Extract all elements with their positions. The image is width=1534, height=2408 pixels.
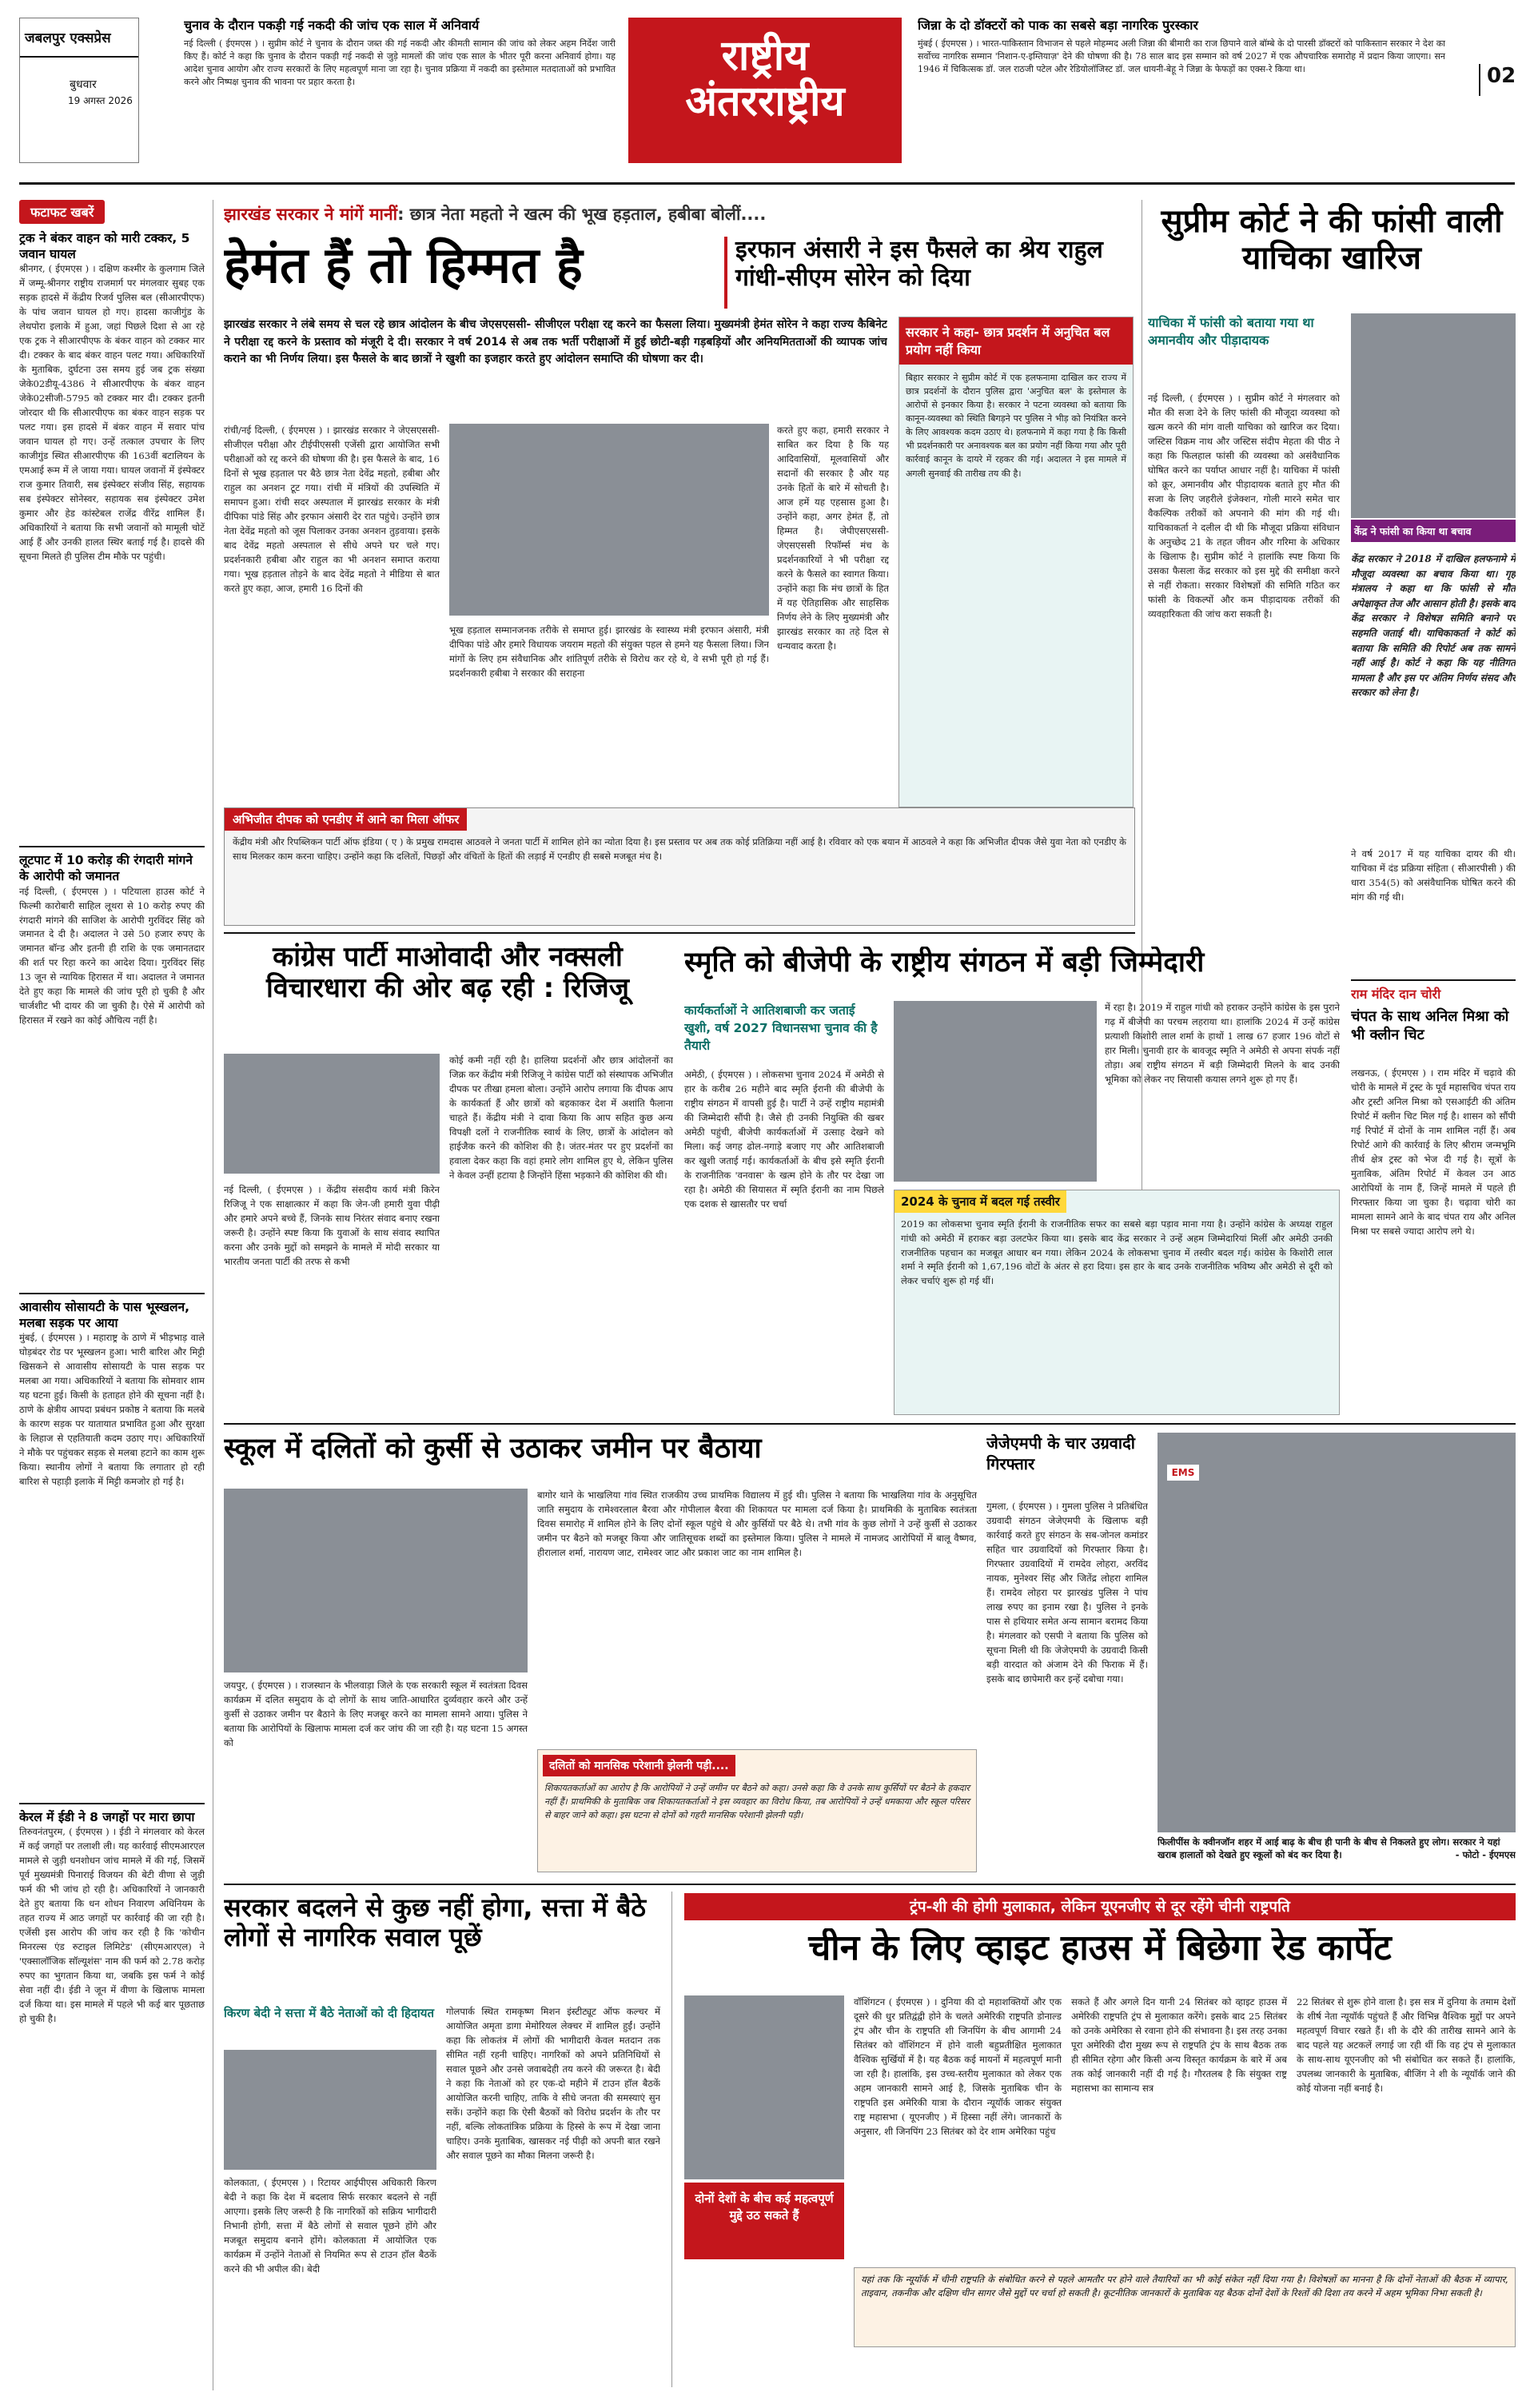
- sidebar-title: सरकार ने कहा- छात्र प्रदर्शन में अनुचित बल प्रयोग नहीं किया: [899, 317, 1133, 365]
- smriti-col2: में रहा है। 2019 में राहुल गांधी को हराकर उन्होंने कांग्रेस के इस पुराने गढ़ में बीजेपी का परचम लहराया था। हालांकि 2024 में उन्हें कांग्रेस प्रत्याशी किशोरी लाल शर्मा के हाथों 1 लाख 67 हजार 196 वोटों से हार मिली। चुनावी हार के बावजूद स्मृति ने अमेठी से अपना संपर्क नहीं तोड़ा। अब राष्ट्रीय संगठन में बड़ी जिम्मेदारी मिलने के बाद उनकी भूमिका को लेकर नए सियासी कयास लगने शुरू हो गए हैं।: [1105, 1002, 1340, 1085]
- jjmp-headline: जेजेएमपी के चार उग्रवादी गिरफ्तार: [986, 1433, 1135, 1473]
- caption-text: फिलीपींस के क्वीनजॉन शहर में आई बाढ़ के बीच ही पानी के बीच से निकलते हुए लोग। सरकार ने यहां खराब हालातों को देखते हुए स्कूलों को बंद कर दिया है।: [1157, 1836, 1500, 1861]
- trump-kicker: ट्रंप-शी की होगी मुलाकात, लेकिन यूएनजीए से दूर रहेंगे चीनी राष्ट्रपति: [684, 1893, 1516, 1920]
- brief-body: नई दिल्ली ( ईएमएस ) । सुप्रीम कोर्ट ने चुनाव के दौरान जब्त की गई नकदी और कीमती सामान की जांच को लेकर अहम निर्देश जारी किए हैं। कोर्ट ने कहा कि चुनाव के दौरान पकड़ी गई नकदी से जुड़े मामलों की जांच एक साल के भीतर पूरी करना अनिवार्य होगा। यह आदेश चुनाव आयोग और राज्य सरकारों के लिए महत्वपूर्ण माना जा रहा है। चुनाव प्रक्रिया में नकदी का इस्तेमाल मतदाताओं को प्रभावित करने और निष्पक्ष चुनाव की भावना पर प्रहार करता है।: [184, 38, 616, 87]
- bedi-col2: गोलपार्क स्थित रामकृष्ण मिशन इंस्टीट्यूट ऑफ कल्चर में आयोजित अमृता डागा मेमोरियल लेक्चर में शामिल हुईं। उन्होंने कहा कि लोकतंत्र में लोगों की भागीदारी केवल मतदान तक सीमित नहीं रहनी चाहिए। नागरिकों को अपने प्रतिनिधियों से सवाल पूछने और उनसे जवाबदेही तय करने की जरूरत है। बेदी ने कहा कि नेताओं को हर एक-दो महीने में टाउन हॉल बैठकें आयोजित करनी चाहिए, ताकि वे सीधे जनता की समस्याएं सुन सकें। उन्होंने कहा कि ऐसी बैठकों को विरोध प्रदर्शन के तौर पर नहीं, बल्कि लोकतांत्रिक प्रक्रिया के हिस्से के रूप में देखा जाना चाहिए। उनके मुताबिक, खासकर नई पीढ़ी को अपनी बात रखने और सवाल पूछने का मौका मिलना जरूरी है।: [446, 2006, 660, 2161]
- section-rule: [224, 932, 1135, 934]
- rijiju-col2: कोई कमी नहीं रही है। हालिया प्रदर्शनों और छात्र आंदोलनों का जिक्र कर केंद्रीय मंत्री रिजिजू ने कांग्रेस पार्टी को संस्थापक अभिजीत दीपक पर तीखा हमला बोला। उन्होंने आरोप लगाया कि दीपक आप के कार्यकर्ता हैं और छात्रों को बहकाकर देश में अशांति फैलाना चाहते हैं। केंद्रीय मंत्री ने दावा किया कि आप सहित कुछ अन्य विपक्षी दलों ने राजनीतिक स्वार्थ के लिए, छात्रों के आंदोलन को हाईजैक करने की कोशिश की है। जंतर-मंतर पर हुए प्रदर्शनों का हवाला देकर कहा कि वहां हमारे लोग शामिल हुए थे, लेकिन पुलिस ने केवल उन्हीं हटाया है जिन्होंने हिंसा भड़काने की कोशिश की थी।: [449, 1054, 673, 1181]
- ems-logo: EMS: [1167, 1465, 1199, 1481]
- top-right-brief: [918, 18, 1445, 163]
- bedi-photo: [224, 2050, 436, 2170]
- flood-caption: [1157, 1836, 1516, 1876]
- smriti-kicker: कार्यकर्ताओं ने आतिशबाजी कर जताई खुशी, वर्ष 2027 विधानसभा चुनाव की है तैयारी: [684, 1003, 878, 1053]
- section-line1: राष्ट्रीय: [721, 32, 809, 80]
- jharkhand-kicker: [224, 203, 1135, 227]
- masthead-box: [19, 18, 139, 163]
- dalit-headline: स्कूल में दलितों को कुर्सी से उठाकर जमीन पर बैठाया: [224, 1433, 762, 1465]
- section-rule: [224, 1423, 1516, 1425]
- box-body: शिकायतकर्ताओं का आरोप है कि आरोपियों ने उन्हें जमीन पर बैठने को कहा। उनसे कहा कि वे उनके साथ कुर्सियों पर बैठने के हकदार नहीं हैं। प्राथमिकी के मुताबिक जब शिकायतकर्ताओं ने इस व्यवहार का विरोध किया, तब आरोपियों ने उन्हें धमकाया और स्कूल परिसर से बाहर जाने को कहा। इस घटना से दोनों को गहरी मानसिक परेशानी झेलनी पड़ी।: [544, 1783, 970, 1821]
- trump-foot: यहां तक कि न्यूयॉर्क में चीनी राष्ट्रपति के संबोधित करने से पहले आमतौर पर होने वाले तैयारियों का भी कोई संकेत नहीं दिया गया है। विशेषज्ञों का मानना है कि दोनों नेताओं की बैठक में व्यापार, ताइवान, तकनीक और दक्षिण चीन सागर जैसे मुद्दों पर चर्चा हो सकती है। कूटनीतिक जानकारों के मुताबिक यह बैठक दोनों देशों के रिश्तों की दिशा तय करने में अहम भूमिका निभा सकती है।: [854, 2267, 1516, 2347]
- date: 19 अगस्त 2026: [68, 95, 133, 106]
- page-number: 02: [1479, 64, 1519, 96]
- box-title: दलितों को मानसिक परेशानी झेलनी पड़ी....: [543, 1755, 735, 1776]
- paper-name: जबलपुर एक्सप्रेस: [20, 18, 138, 58]
- jharkhand-col3: करते हुए कहा, हमारी सरकार ने साबित कर दिया है कि यह आदिवासियों, मूलवासियों और सदानों की सरकार है और यह उनके हितों के बारे में सोचती है। आज हमें यह एहसास हुआ है। उन्होंने कहा, अगर हेमंत हैं, तो हिम्मत है। जेपीएसएससी-जेएसएससी रिफॉर्म्स मंच के प्रदर्शनकारियों ने भी परीक्षा रद्द करने के फैसले का स्वागत किया। उन्होंने कहा कि मंच छात्रों के हित में यह ऐतिहासिक और साहसिक निर्णय लेने के लिए मुख्यमंत्री और झारखंड सरकार का तहे दिल से धन्यवाद करता है।: [777, 425, 889, 652]
- strip-body: केंद्रीय मंत्री और रिपब्लिकन पार्टी ऑफ इंडिया ( ए ) के प्रमुख रामदास आठवले ने जनता पार्टी में शामिल होने का न्योता दिया है। इस प्रस्ताव पर अब तक कोई प्रतिक्रिया नहीं आई है। रविवार को एक बयान में आठवले ने कहा कि अभिजीत दीपक जैसे युवा नेता को एनडीए के साथ मिलकर काम करना चाहिए। उन्होंने कहा कि दलितों, पिछड़ों और वंचितों के हितों की लड़ाई में एनडीए ही सबसे मजबूत मंच है।: [233, 836, 1126, 862]
- section-rule: [224, 1884, 1516, 1885]
- smriti-photo: [894, 1001, 1097, 1182]
- dalit-col2: बागोर थाने के भाखलिया गांव स्थित राजकीय उच्च प्राथमिक विद्यालय में हुई थी। पुलिस ने बताया कि भाखलिया गांव के अनुसूचित जाति समुदाय के रामेश्वरलाल बैरवा और गोपीलाल बैरवा की शिकायत पर मामला दर्ज किया है। प्राथमिकी के मुताबिक स्वतंत्रता दिवस समारोह में शामिल होने के लिए दोनों स्कूल पहुंचे थे और कुर्सियों पर बैठे थे। तभी गांव के कुछ लोगों ने उन्हें कुर्सी से उठाकर जमीन पर बैठने को मजबूर किया और जातिसूचक शब्दों का इस्तेमाल किया। पुलिस ने मामले में नामजद आरोपियों में बालू वैष्णव, हीरालाल शर्मा, नारायण जाट, रामेश्वर जाट और प्रकाश जाट का नाम शामिल है।: [537, 1489, 977, 1558]
- jharkhand-headline: हेमंत हैं तो हिम्मत है: [224, 237, 583, 294]
- supreme-subhead: याचिका में फांसी को बताया गया था अमानवीय और पीड़ादायक: [1148, 315, 1314, 348]
- trump-col2: सकते हैं और अगले दिन यानी 24 सितंबर को व्हाइट हाउस में अमेरिकी राष्ट्रपति ट्रंप से मुलाकात करेंगे। इसके बाद 25 सितंबर को उनके अमेरिका से रवाना होने की संभावना है। इस तरह उनका पूरा अमेरिकी दौरा मुख्य रूप से राष्ट्रपति ट्रंप के साथ बैठक तक ही सीमित रहेगा और किसी अन्य विस्तृत कार्यक्रम के बारे में अब तक कोई जानकारी नहीं दी गई है। गौरतलब है कि संयुक्त राष्ट्र महासभा का सामान्य सत्र: [1071, 1996, 1287, 2094]
- smriti-headline: स्मृति को बीजेपी के राष्ट्रीय संगठन में बड़ी जिम्मेदारी: [684, 947, 1205, 979]
- column-divider: [671, 1892, 672, 2387]
- jharkhand-col2: भूख हड़ताल सम्मानजनक तरीके से समाप्त हुई। झारखंड के स्वास्थ्य मंत्री इरफान अंसारी, मंत्री दीपिका पांडे और हमारे विधायक जयराम महतो की संयुक्त पहल से हमने यह फैसला लिया। जिन मांगों के लिए हम संवैधानिक और शांतिपूर्ण तरीके से विरोध कर रहे थे, वे सभी पूरी हो गई हैं। प्रदर्शनकारी हबीबा ने सरकार की सराहना: [449, 624, 769, 679]
- strip-title: अभिजीत दीपक को एनडीए में आने का मिला ऑफर: [225, 808, 467, 831]
- day: बुधवार: [70, 78, 97, 91]
- supreme-caption: केंद्र ने फांसी का किया था बचाव: [1351, 520, 1516, 542]
- flood-photo: [1157, 1433, 1516, 1832]
- box-body: 2019 का लोकसभा चुनाव स्मृति ईरानी के राजनीतिक सफर का सबसे बड़ा पड़ाव माना गया है। उन्होंने कांग्रेस के अध्यक्ष राहुल गांधी को अमेठी में हराकर बड़ा उलटफेर किया था। इसके बाद केंद्र सरकार ने उन्हें अहम जिम्मेदारियां मिलीं और अमेठी उनकी राजनीतिक पहचान का मजबूत आधार बन गया। लेकिन 2024 के लोकसभा चुनाव में तस्वीर बदल गई। कांग्रेस के किशोरी लाल शर्मा ने स्मृति ईरानी को 1,67,196 वोटों के अंतर से हरा दिया। इस हार के बाद उनके राजनीतिक भविष्य और अमेठी से दूरी को लेकर चर्चाएं शुरू हो गई थीं।: [901, 1218, 1333, 1287]
- story-body: तिरुवनंतपुरम, ( ईएमएस ) । ईडी ने मंगलवार को केरल में कई जगहों पर तलाशी ली। यह कार्रवाई सीएमआरएल मामले से जुड़ी धनशोधन जांच मामले में की गई, जिसमें पूर्व मुख्यमंत्री पिनाराई विजयन की बेटी वीणा से जुड़ी फर्म की भी जांच हो रही है। अधिकारियों ने जानकारी देते हुए बताया कि धन शोधन निवारण अधिनियम के तहत राज्य में आठ जगहों पर कार्रवाई की जा रही है। एजेंसी इस आरोप की जांच कर रही है कि 'कोचीन मिनरल्स एंड रुटाइल लिमिटेड' (सीएमआरएल) ने 'एक्सालॉजिक सॉल्यूशंस' नाम की फर्म को 2.78 करोड़ रुपए का भुगतान किया था, जबकि इस फर्म ने कोई सेवा नहीं दी। ईडी ने जून में वीणा के खिलाफ मामला दर्ज किया था। इस मामले में पहले भी कई बार पूछताछ हो चुकी है।: [19, 1825, 205, 2024]
- brief-body: मुंबई ( ईएमएस ) । भारत-पाकिस्तान विभाजन से पहले मोहम्मद अली जिन्ना की बीमारी का राज छिपाने वाले बॉम्बे के दो पारसी डॉक्टरों को पाकिस्तान सरकार ने देश का सर्वोच्च नागरिक सम्मान 'निशान-ए-इम्तियाज़' देने की घोषणा की है। 78 साल बाद इस सम्मान को वर्ष 2027 में एक औपचारिक समारोह में प्रदान किया जाएगा। सन 1946 में चिकित्सक डॉ. जल राठजी पटेल और रेडियोलॉजिस्ट डॉ. जल धायनी-बेहू ने जिन्ना के फेफड़ों का एक्स-रे किया था।: [918, 38, 1445, 74]
- jharkhand-sidebar: [898, 317, 1134, 807]
- story-title: आवासीय सोसायटी के पास भूस्खलन, मलबा सड़क पर आया: [19, 1293, 205, 1331]
- ram-body: लखनऊ, ( ईएमएस ) । राम मंदिर में चढ़ावे की चोरी के मामले में ट्रस्ट के पूर्व महासचिव चंपत राय और ट्रस्टी अनिल मिश्रा को एसआईटी की अंतिम रिपोर्ट में क्लीन चिट मिल गई है। शासन को सौंपी गई रिपोर्ट में दोनों के नाम शामिल नहीं हैं। अब रिपोर्ट आगे की कार्रवाई के लिए श्रीराम जन्मभूमि तीर्थ क्षेत्र ट्रस्ट को भेज दी गई है। सूत्रों के मुताबिक, अंतिम रिपोर्ट में केवल उन आठ आरोपियों के नाम हैं, जिन्हें मामले में पहले ही गिरफ्तार किया जा चुका है। चढ़ावा चोरी का मामला सामने आने के बाद चंपत राय और अनिल मिश्रा पर सबसे ज्यादा आरोप लगे थे।: [1351, 1067, 1516, 1237]
- abhijit-strip: [224, 807, 1135, 926]
- jharkhand-intro: झारखंड सरकार ने लंबे समय से चल रहे छात्र आंदोलन के बीच जेएसएससी- सीजीएल परीक्षा रद्द करने का फैसला लिया। मुख्यमंत्री हेमंत सोरेन ने कहा राज्य कैबिनेट ने परीक्षा रद्द करने के प्रस्ताव को मंजूरी दे दी। सरकार ने वर्ष 2014 से अब तक भर्ती परीक्षाओं में हुई छोटी-बड़ी गड़बड़ियों और अनियमितताओं की व्यापक जांच कराने का भी निर्णय लिया। इस फैसले के बाद छात्रों ने खुशी का इजहार करते हुए आंदोलन समाप्ति की घोषणा कर दी।: [224, 318, 887, 366]
- story-body: नई दिल्ली, ( ईएमएस ) । पटियाला हाउस कोर्ट ने फिल्मी कारोबारी साहिल लूथरा से 10 करोड़ रुपए की रंगदारी मांगने की साजिश के आरोपी गुरविंदर सिंह को जमानत दे दी है। अदालत ने उसे 50 हजार रुपए के जमानत बॉन्ड और इतनी ही राशि के एक जमानतदार की शर्त पर रिहा करने का आदेश दिया। गुरविंदर सिंह 13 जून से न्यायिक हिरासत में था। अदालत ने जमानत देते हुए कहा कि मामले की जांच पूरी हो चुकी है और चार्जशीट भी दायर की जा चुकी है। ऐसे में आरोपी को हिरासत में रखने का कोई औचित्य नहीं है।: [19, 885, 205, 1027]
- masthead-rule: [19, 182, 1515, 185]
- jharkhand-col1: रांची/नई दिल्ली, ( ईएमएस ) । झारखंड सरकार ने जेएसएससी- सीजीएल परीक्षा और टीईपीएससी एजेंसी द्वारा आयोजित सभी परीक्षाओं को रद्द करने की घोषणा की है। इस फैसले के बाद, 16 दिनों से भूख हड़ताल पर बैठे छात्र नेता देवेंद्र महतो, हबीबा और राहुल का अनशन टूट गया। रांची में मंत्रियों की उपस्थिति में समापन हुआ। रांची सदर अस्पताल में झारखंड सरकार के मंत्री दीपिका पांडे सिंह और इरफान अंसारी देर रात पहुंचे। उन्होंने छात्र नेता देवेंद्र महतो को जूस पिलाकर उनका अनशन तुड़वाया। इसके बाद देवेंद्र महतो अस्पताल से सीधे अपने घर चले गए। प्रदर्शनकारी हबीबा और राहुल का भी अनशन समाप्त कराया गया। भूख हड़ताल तोड़ने के बाद देवेंद्र महतो ने मीडिया से बात करते हुए कहा, आज, हमारी 16 दिनों की: [224, 425, 440, 594]
- trump-headline: चीन के लिए व्हाइट हाउस में बिछेगा रेड कार्पेट: [808, 1928, 1392, 1968]
- trump-xi-photo: [684, 1995, 844, 2179]
- story-title: केरल में ईडी ने 8 जगहों पर मारा छापा: [19, 1803, 205, 1825]
- trump-box: दोनों देशों के बीच कई महत्वपूर्ण मुद्दे उठ सकते हैं: [684, 2183, 844, 2259]
- box-title: 2024 के चुनाव में बदल गई तस्वीर: [895, 1190, 1066, 1213]
- jharkhand-subhead: इरफान अंसारी ने इस फैसले का श्रेय राहुल गांधी-सीएम सोरेन को दिया: [724, 237, 1132, 309]
- kicker-rest: : छात्र नेता महतो ने खत्म की भूख हड़ताल, हबीबा बोलीं....: [397, 205, 767, 224]
- dalit-photo: [224, 1489, 528, 1672]
- dalit-box: [537, 1749, 977, 1872]
- kicker-red: झारखंड सरकार ने मांगें मानीं: [224, 205, 398, 224]
- supreme-side: केंद्र सरकार ने 2018 में दाखिल हलफनामे में मौजूदा व्यवस्था का बचाव किया था। गृह मंत्रालय ने कहा था कि फांसी से मौत अपेक्षाकृत तेज और आसान होती है। इसके बाद केंद्र सरकार ने विशेषज्ञ समिति बनाने पर सहमति जताई थी। याचिकाकर्ता ने कोर्ट को बताया कि समिति की रिपोर्ट अब तक सामने नहीं आई है। कोर्ट ने कहा कि यह नीतिगत मामला है और इस पर अंतिम निर्णय संसद और सरकार को लेना है।: [1351, 553, 1516, 699]
- bedi-kicker: किरण बेदी ने सत्ता में बैठे नेताओं को दी हिदायत: [224, 2006, 435, 2020]
- photo-credit: - फोटो - ईएमएस: [1455, 1849, 1516, 1861]
- section-rule: [1351, 979, 1516, 981]
- supreme-tail: ने वर्ष 2017 में यह याचिका दायर की थी। याचिका में दंड प्रक्रिया संहिता ( सीआरपीसी ) की धारा 354(5) को असंवैधानिक घोषित करने की मांग की गई थी।: [1351, 848, 1516, 903]
- fatafat-label: फटाफट खबरें: [19, 200, 105, 224]
- smriti-box: [894, 1190, 1340, 1415]
- supreme-court-photo: [1351, 313, 1516, 518]
- ram-headline: चंपत के साथ अनिल मिश्रा को भी क्लीन चिट: [1351, 1008, 1509, 1044]
- dalit-col1: जयपुर, ( ईएमएस ) । राजस्थान के भीलवाड़ा जिले के एक सरकारी स्कूल में स्वतंत्रता दिवस कार्यक्रम में दलित समुदाय के दो लोगों के साथ जाति-आधारित दुर्व्यवहार करने और उन्हें कुर्सी से उठाकर जमीन पर बैठाने के लिए मजबूर करने का मामला सामने आया। पुलिस ने बताया कि आरोपियों के खिलाफ मामला दर्ज कर जांच की जा रही है। यह घटना 15 अगस्त को: [224, 1680, 528, 1748]
- trump-col1: वॉशिंगटन ( ईएमएस ) । दुनिया की दो महाशक्तियों और एक दूसरे की धुर प्रतिद्वंद्वी होने के चलते अमेरिकी राष्ट्रपति डोनाल्ड ट्रंप और चीन के राष्ट्रपति शी जिनपिंग के बीच आगामी 24 सितंबर को वॉशिंगटन में होने वाली बहुप्रतीक्षित मुलाकात वैश्विक सुर्खियों में है। यह बैठक कई मायनों में महत्वपूर्ण मानी जा रही है। हालांकि, इस उच्च-स्तरीय मुलाकात को लेकर एक अहम जानकारी सामने आई है, जिसके मुताबिक चीन के राष्ट्रपति इस अमेरिकी यात्रा के दौरान न्यूयॉर्क जाकर संयुक्त राष्ट्र महासभा ( यूएनजीए ) में हिस्सा नहीं लेंगे। जानकारों के अनुसार, शी जिनपिंग 23 सितंबर को देर शाम अमेरिका पहुंच: [854, 1996, 1062, 2137]
- supreme-body: नई दिल्ली, ( ईएमएस ) । सुप्रीम कोर्ट ने मंगलवार को मौत की सजा देने के लिए फांसी की मौजूदा व्यवस्था को खत्म करने की मांग वाली याचिका को खारिज कर दिया। जस्टिस विक्रम नाथ और जस्टिस संदीप मेहता की पीठ ने कहा कि फिलहाल फांसी की व्यवस्था को असंवैधानिक घोषित करने का पर्याप्त आधार नहीं है। याचिका में फांसी को क्रूर, अमानवीय और पीड़ादायक बताते हुए मौत की सजा के लिए जहरीले इंजेक्शन, गोली मारने समेत चार वैकल्पिक तरीकों को अपनाने की मांग की गई थी। याचिकाकर्ता ने दलील दी थी कि मौजूदा प्रक्रिया संविधान के अनुच्छेद 21 के तहत जीवन और गरिमा के अधिकार के खिलाफ है। सुप्रीम कोर्ट ने हालांकि स्पष्ट किया कि उसका फैसला केंद्र सरकार को इस मुद्दे की समीक्षा करने से नहीं रोकता। सरकार विशेषज्ञों की समिति गठित कर फांसी के विकल्पों और कम पीड़ादायक तरीकों की व्यवहारिकता की जांच करा सकती है।: [1148, 393, 1340, 620]
- smriti-col1: अमेठी, ( ईएमएस ) । लोकसभा चुनाव 2024 में अमेठी से हार के करीब 26 महीने बाद स्मृति ईरानी की बीजेपी के राष्ट्रीय संगठन में वापसी हुई है। पार्टी ने उन्हें राष्ट्रीय महामंत्री की जिम्मेदारी सौंपी है। जैसे ही उनकी नियुक्ति की खबर अमेठी पहुंची, बीजेपी कार्यकर्ताओं में उत्साह देखने को मिला। कई जगह ढोल-नगाड़े बजाए गए और आतिशबाजी कर खुशी जताई गई। कार्यकर्ताओं के बीच इसे स्मृति ईरानी के राजनीतिक 'वनवास' के खत्म होने के तौर पर देखा जा रहा है। अमेठी की सियासत में स्मृति ईरानी का नाम पिछले एक दशक से खासतौर पर चर्चा: [684, 1069, 884, 1210]
- story-title: ट्रक ने बंकर वाहन को मारी टक्कर, 5 जवान घायल: [19, 231, 190, 262]
- trump-col3: 22 सितंबर से शुरू होने वाला है। इस सत्र में दुनिया के तमाम देशों के शीर्ष नेता न्यूयॉर्क पहुंचते हैं और विभिन्न वैश्विक मुद्दों पर अपने महत्वपूर्ण विचार रखते हैं। शी के दौरे की तारीख सामने आने के बाद पहले यह अटकलें लगाई जा रही थीं कि वह ट्रंप से मुलाकात के साथ-साथ यूएनजीए को भी संबोधित कर सकते हैं। हालांकि, उपलब्ध जानकारी के मुताबिक, बीजिंग ने शी के न्यूयॉर्क जाने की कोई योजना नहीं बनाई है।: [1297, 1996, 1516, 2094]
- ram-kicker: राम मंदिर दान चोरी: [1351, 987, 1441, 1002]
- story-body: श्रीनगर, ( ईएमएस ) । दक्षिण कश्मीर के कुलगाम जिले में जम्मू-श्रीनगर राष्ट्रीय राजमार्ग पर मंगलवार सुबह एक सड़क हादसे में केंद्रीय रिजर्व पुलिस बल (सीआरपीएफ) के पांच जवान घायल हो गए। हादसा काजीगुंड के लेथपोरा इलाके में हुआ, जहां पिछले दिशा से आ रहे एक ट्रक ने सीआरपीएफ के बंकर वाहन को टक्कर मार दी। टक्कर के बाद बंकर वाहन पलट गया। अधिकारियों के मुताबिक, दुर्घटना उस समय हुई जब ट्रक संख्या जेके02डीयू-4386 ने सीआरपीएफ के बंकर वाहन जेके02सीजी-5795 को टक्कर मार दी। टक्कर इतनी जोरदार थी कि सीआरपीएफ का बंकर वाहन सड़क पर पलट गया। इस हादसे में बंकर वाहन में सवार पांच जवान घायल हो गए। उन्हें तत्काल उपचार के लिए काजीगुंड स्थित सीआरपीएफ की 163वीं बटालियन के एमआई रूम में ले जाया गया। घायल जवानों में इंस्पेक्टर राज कुमार तिवारी, सब इंस्पेक्टर संजीव सिंह, सहायक सब इंस्पेक्टर सोनेस्वर, सहायक सब इंस्पेक्टर उमेश कुमार और हेड कांस्टेबल राजेंद्र वीरेंद्र शामिल हैं। अधिकारियों ने बताया कि सभी जवानों को मामूली चोटें आई हैं और उनकी हालत स्थिर बताई गई है। हादसे की सूचना मिलते ही पुलिस टीम मौके पर पहुंची।: [19, 263, 205, 562]
- section-line2: अंतरराष्ट्रीय: [685, 78, 845, 126]
- jharkhand-photo: [449, 424, 769, 616]
- top-left-brief: [184, 18, 616, 163]
- rijiju-col1: नई दिल्ली, ( ईएमएस ) । केंद्रीय संसदीय कार्य मंत्री किरेन रिजिजू ने एक साक्षात्कार में कहा कि जेन-जी हमारी युवा पीढ़ी और हमारे अपने बच्चे हैं, जिनके साथ निरंतर संवाद बनाए रखना जरूरी है। उन्होंने स्पष्ट किया कि युवाओं के साथ संवाद स्थापित करना और उनके मुद्दों को समझने के मामले में मोदी सरकार या भारतीय जनता पार्टी की तरफ से कभी: [224, 1184, 440, 1267]
- rijiju-photo: [224, 1054, 440, 1174]
- section-banner: [628, 18, 902, 163]
- jjmp-body: गुमला, ( ईएमएस ) । गुमला पुलिस ने प्रतिबंधित उग्रवादी संगठन जेजेएमपी के खिलाफ बड़ी कार्रवाई करते हुए संगठन के सब-जोनल कमांडर सहित चार उग्रवादियों को गिरफ्तार किया है। गिरफ्तार उग्रवादियों में रामदेव लोहरा, अरविंद नायक, मुनेश्वर सिंह और जितेंद्र लोहरा शामिल हैं। रामदेव लोहरा पर झारखंड पुलिस ने पांच लाख रुपए का इनाम रखा है। पुलिस ने इनके पास से हथियार समेत अन्य सामान बरामद किया है। मंगलवार को एसपी ने बताया कि पुलिस को सूचना मिली थी कि जेजेएमपी के उग्रवादी किसी बड़ी वारदात को अंजाम देने की फिराक में हैं। इसके बाद छापेमारी कर इन्हें दबोचा गया।: [986, 1501, 1148, 1684]
- fatafat-column: [19, 200, 205, 2382]
- brief-title: चुनाव के दौरान पकड़ी गई नकदी की जांच एक साल में अनिवार्य: [184, 18, 480, 33]
- bedi-headline: सरकार बदलने से कुछ नहीं होगा, सत्ता में बैठे लोगों से नागरिक सवाल पूछें: [224, 1893, 646, 1952]
- story-body: मुंबई, ( ईएमएस ) । महाराष्ट्र के ठाणे में भीड़भाड़ वाले घोड़बंदर रोड पर भूस्खलन हुआ। भारी बारिश और मिट्टी खिसकने से आवासीय सोसायटी के पास सड़क पर मलबा आ गया। अधिकारियों ने बताया कि सोमवार शाम यह घटना हुई। किसी के हताहत होने की सूचना नहीं है। ठाणे के क्षेत्रीय आपदा प्रबंधन प्रकोष्ठ ने बताया कि मलबे के कारण सड़क पर यातायात प्रभावित हुआ और सुरक्षा के लिहाज से एहतियाती कदम उठाए गए। अधिकारियों ने मौके पर पहुंचकर सड़क से मलबा हटाने का काम शुरू किया। स्थानीय लोगों ने बताया कि लगातार हो रही बारिश से पहाड़ी इलाके में मिट्टी कमजोर हो गई है।: [19, 1331, 205, 1487]
- brief-title: जिन्ना के दो डॉक्टरों को पाक का सबसे बड़ा नागरिक पुरस्कार: [918, 18, 1198, 33]
- supreme-headline: सुप्रीम कोर्ट ने की फांसी वाली याचिका खारिज: [1161, 203, 1503, 277]
- story-title: लूटपाट में 10 करोड़ की रंगदारी मांगने के आरोपी को जमानत: [19, 846, 205, 884]
- bedi-col1: कोलकाता, ( ईएमएस ) । रिटायर आईपीएस अधिकारी किरण बेदी ने कहा कि देश में बदलाव सिर्फ सरकार बदलने से नहीं आएगा। इसके लिए जरूरी है कि नागरिकों को सक्रिय भागीदारी निभानी होगी, सत्ता में बैठे लोगों से सवाल पूछने होंगे और मजबूत समुदाय बनाने होंगे। कोलकाता में आयोजित एक कार्यक्रम में उन्होंने नेताओं से नियमित रूप से टाउन हॉल बैठकें करने की भी अपील की। बेदी: [224, 2177, 436, 2274]
- sidebar-body: बिहार सरकार ने सुप्रीम कोर्ट में एक हलफनामा दाखिल कर राज्य में छात्र प्रदर्शनों के दौरान पुलिस द्वारा 'अनुचित बल' के इस्तेमाल के आरोपों से इनकार किया है। सरकार ने पटना व्यवस्था को बताया कि कानून-व्यवस्था को स्थिति बिगड़ने पर पुलिस ने भीड़ को नियंत्रित करने के लिए आवश्यक कदम उठाए थे। हलफनामे में कहा गया है कि किसी भी प्रदर्शनकारी पर अनावश्यक बल का प्रयोग नहीं किया गया और पूरी कार्रवाई कानून के दायरे में रहकर की गई। अदालत ने इस मामले में अगली सुनवाई की तारीख तय की है।: [906, 373, 1126, 479]
- rijiju-headline: कांग्रेस पार्टी माओवादी और नक्सली विचारधारा की ओर बढ़ रही : रिजिजू: [266, 942, 629, 1005]
